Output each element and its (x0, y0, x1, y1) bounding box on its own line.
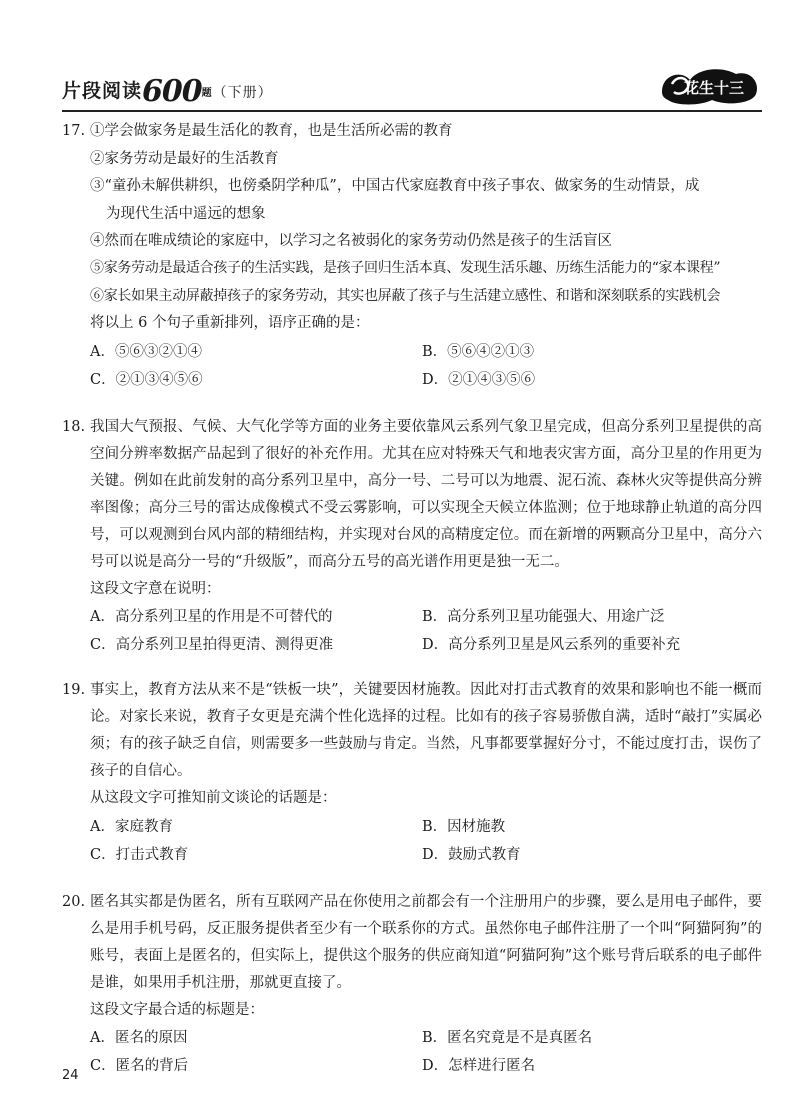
question-stem: 这段文字意在说明： (90, 580, 221, 597)
option-d[interactable]: D．②①④③⑤⑥ (422, 371, 536, 388)
option-a[interactable]: A．家庭教育 (90, 818, 173, 835)
sentence-item: ②家务劳动是最好的生活教育 (90, 150, 279, 167)
question-stem: 从这段文字可推知前文谈论的话题是： (90, 790, 337, 806)
book-title-number: 600 (142, 74, 202, 109)
question-passage: 我国大气预报、气候、大气化学等方面的业务主要依靠风云系列气象卫星完成，但高分系列卫星提供的高空间分辨率数据产品起到了很好的补充作用。尤其在应对特殊天气和地表灾害方面，高分卫星的作用更为关键。例如在此前发射的高分系列卫星中，高分一号、二号可以为地震、泥石流、森林火灾等提供高分辨率图像；高分三号的雷达成像模式不受云雾影响，可以实现全天候立体监测；位于地球静止轨道的高分四号，可以观测到台风内部的精细结构，并实现对台风的高精度定位。而在新增的两颗高分卫星中，高分六号可以说是高分一号的“升级版”，而高分五号的高光谱作用更是独一无二。 (90, 418, 762, 570)
option-d[interactable]: D．鼓励式教育 (422, 846, 521, 863)
question-passage: 事实上，教育方法从来不是“铁板一块”，关键要因材施教。因此对打击式教育的效果和影响也不能一概而论。对家长来说，教育子女更是充满个性化选择的过程。比如有的孩子容易骄傲自满，适时“敲打”实属必须；有的孩子缺乏自信，则需要多一些鼓励与肯定。当然，凡事都要掌握好分寸，不能过度打击，误伤了孩子的自信心。 (90, 682, 762, 779)
option-c[interactable]: C．高分系列卫星拍得更清、测得更准 (90, 637, 334, 653)
question-19 (62, 677, 762, 869)
question-first-line (62, 677, 762, 785)
option-c[interactable]: C．打击式教育 (90, 846, 189, 863)
question-number: 18. (62, 418, 86, 435)
question-17 (62, 118, 762, 394)
option-c[interactable]: C．匿名的背后 (90, 1058, 189, 1074)
option-b[interactable]: B．匿名究竟是不是真匿名 (422, 1030, 593, 1046)
option-a[interactable]: A．高分系列卫星的作用是不可替代的 (90, 609, 333, 625)
publisher-logo (656, 62, 762, 108)
option-d[interactable]: D．怎样进行匿名 (422, 1058, 536, 1074)
question-number: 19. (62, 682, 86, 698)
question-stem: 将以上 6 个句子重新排列，语序正确的是： (90, 315, 370, 331)
sentence-item: ⑤家务劳动是最适合孩子的生活实践，是孩子回归生活本真、发现生活乐趣、历练生活能力的“家本课程” (90, 260, 721, 276)
sentence-item: ①学会做家务是最生活化的教育，也是生活所必需的教育 (90, 123, 453, 139)
book-title (62, 70, 273, 109)
question-number: 20. (62, 893, 86, 910)
question-number: 17. (62, 123, 86, 139)
peanut-logo-icon (656, 62, 762, 108)
option-d[interactable]: D．高分系列卫星是风云系列的重要补充 (422, 637, 681, 653)
question-first-line (62, 414, 762, 576)
header-divider (62, 110, 762, 112)
option-b[interactable]: B．因材施教 (422, 818, 506, 835)
sentence-item: ⑥家长如果主动屏蔽掉孩子的家务劳动，其实也屏蔽了孩子与生活建立感性、和谐和深刻联系的实践机会 (90, 287, 721, 304)
question-list (62, 118, 762, 1080)
question-stem: 这段文字最合适的标题是： (90, 1001, 264, 1018)
option-c[interactable]: C．②①③④⑤⑥ (90, 371, 203, 388)
answer-options (90, 603, 762, 659)
question-20 (62, 889, 762, 1081)
answer-options (90, 813, 762, 869)
answer-options (90, 1024, 762, 1080)
answer-options (90, 338, 762, 394)
sentence-item: ④然而在唯成绩论的家庭中，以学习之名被弱化的家务劳动仍然是孩子的生活盲区 (90, 232, 612, 249)
question-18 (62, 414, 762, 660)
question-passage: 匿名其实都是伪匿名，所有互联网产品在你使用之前都会有一个注册用户的步骤，要么是用电子邮件，要么是用手机号码，反正服务提供者至少有一个联系你的方式。虽然你电子邮件注册了一个叫“阿猫阿狗”的账号，表面上是匿名的，但实际上，提供这个服务的供应商知道“阿猫阿狗”这个账号背后联系的电子邮件是谁，如果用手机注册，那就更直接了。 (90, 893, 762, 991)
question-first-line (62, 118, 762, 146)
option-b[interactable]: B．⑤⑥④②①③ (422, 343, 535, 360)
page-number: 24 (62, 1068, 79, 1083)
logo-text: 花生十三 (683, 79, 745, 97)
sentence-item-continued: 为现代生活中遥远的想象 (106, 205, 266, 222)
option-a[interactable]: A．匿名的原因 (90, 1030, 188, 1046)
question-first-line (62, 889, 762, 997)
page-header (62, 62, 762, 110)
book-title-prefix: 片段阅读 (62, 80, 143, 102)
book-title-volume: （下册） (212, 85, 273, 101)
book-title-unit: 题 (201, 88, 213, 99)
option-a[interactable]: A．⑤⑥③②①④ (90, 343, 202, 360)
option-b[interactable]: B．高分系列卫星功能强大、用途广泛 (422, 609, 665, 625)
sentence-item: ③“童孙未解供耕织，也傍桑阴学种瓜”，中国古代家庭教育中孩子事农、做家务的生动情景，成 (90, 178, 700, 194)
